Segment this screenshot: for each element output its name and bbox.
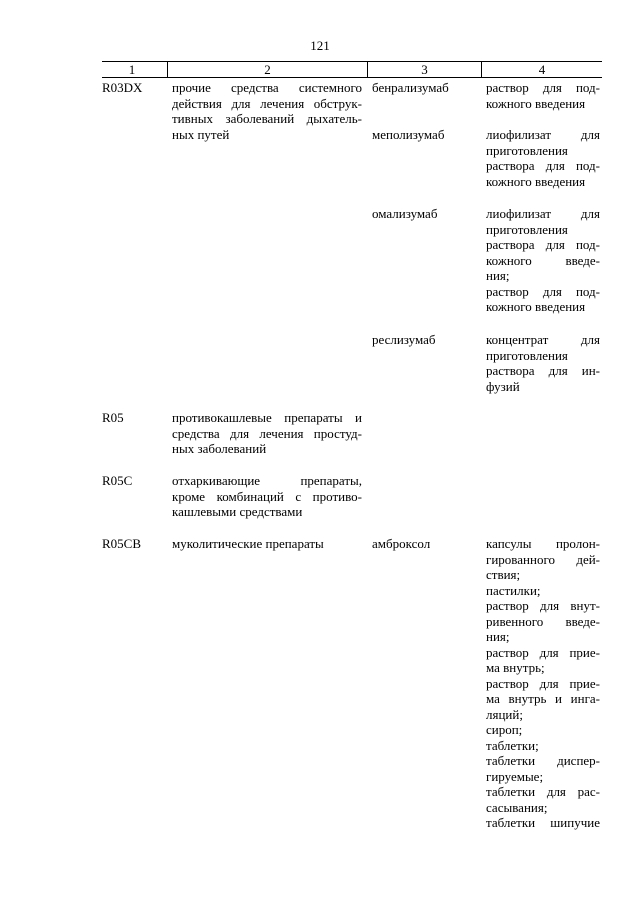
drug-name: меполизумаб [372,127,445,142]
dosage-form-line: сироп; [486,722,523,737]
dosage-form-line: таблетки шипучие [486,815,600,830]
dosage-form-line: ляций; [486,706,523,722]
dosage-form-line: ствия; [486,567,521,582]
dosage-form-line: концентрат для [486,332,600,347]
dosage-form-line: ния; [486,268,510,283]
dosage-form-line: раствора для ин- [486,363,600,378]
dosage-form-line: гированного дей- [486,551,600,567]
dosage-form [486,332,600,394]
dosage-form-line: гируемые; [486,768,544,784]
table-header [102,61,602,78]
group-name-line: муколитические препараты [172,536,324,551]
dosage-form-line: кожного введения [486,173,586,189]
dosage-form-line: таблетки для рас- [486,784,600,799]
drug-name: амброксол [372,536,431,551]
dosage-form-line: приготовления [486,347,568,363]
dosage-form [486,80,600,111]
atc-code: R05CB [102,536,142,551]
dosage-form [486,127,600,189]
dosage-form-line: приготовления [486,142,568,158]
dosage-form-line: таблетки диспер- [486,753,600,768]
dosage-form [486,206,600,315]
dosage-form-line: пастилки; [486,582,541,598]
atc-code: R05 [102,410,124,425]
dosage-form-line: ма внутрь и инга- [486,691,600,706]
dosage-form-line: ма внутрь; [486,660,545,675]
dosage-form-line: капсулы пролон- [486,536,600,551]
column-header-1: 1 [128,62,136,77]
dosage-form [486,536,600,831]
group-name-line: отхаркивающие препараты, [172,473,362,488]
group-name [172,80,362,142]
atc-code: R05C [102,473,133,488]
dosage-form-line: приготовления [486,221,568,237]
group-name-line: ных путей [172,126,230,142]
drug-name: бенрализумаб [372,80,449,95]
dosage-form-line: кожного введе- [486,252,600,268]
atc-code: R03DX [102,80,143,95]
group-name [172,410,362,457]
drug-table [102,61,602,830]
group-name-line: действия для лечения обструк- [172,95,362,111]
dosage-form-line: лиофилизат для [486,127,600,142]
group-name-line: прочие средства системного [172,80,362,95]
dosage-form-line: раствора для под- [486,158,600,173]
dosage-form-line: раствор для внут- [486,598,600,613]
dosage-form-line: ривенного введе- [486,613,600,629]
dosage-form-line: лиофилизат для [486,206,600,221]
group-name-line: ных заболеваний [172,441,267,456]
group-name-line: средства для лечения простуд- [172,425,362,441]
dosage-form-line: таблетки; [486,737,539,753]
dosage-form-line: раствора для под- [486,237,600,252]
dosage-form-line: раствор для прие- [486,644,600,660]
dosage-form-line: раствор для под- [486,283,600,299]
column-header-3: 3 [421,62,428,77]
dosage-form-line: ния; [486,629,510,644]
page-number: 121 [310,38,330,53]
drug-name: реслизумаб [372,332,436,347]
column-header-2: 2 [264,62,271,77]
group-name [172,473,362,520]
group-name-line: кашлевыми средствами [172,504,303,519]
column-header-4: 4 [538,62,546,77]
drug-name: омализумаб [372,206,438,221]
group-name-line: кроме комбинаций с противо- [172,488,362,504]
dosage-form-line: сасывания; [486,799,548,815]
dosage-form-line: фузий [486,378,520,394]
group-name-line: тивных заболеваний дыхатель- [172,111,362,126]
dosage-form-line: раствор для прие- [486,675,600,691]
dosage-form-line: кожного введения [486,95,586,111]
dosage-form-line: раствор для под- [486,80,600,95]
dosage-form-line: кожного введения [486,299,586,314]
group-name-line: противокашлевые препараты и [172,410,362,425]
group-name [172,536,362,552]
